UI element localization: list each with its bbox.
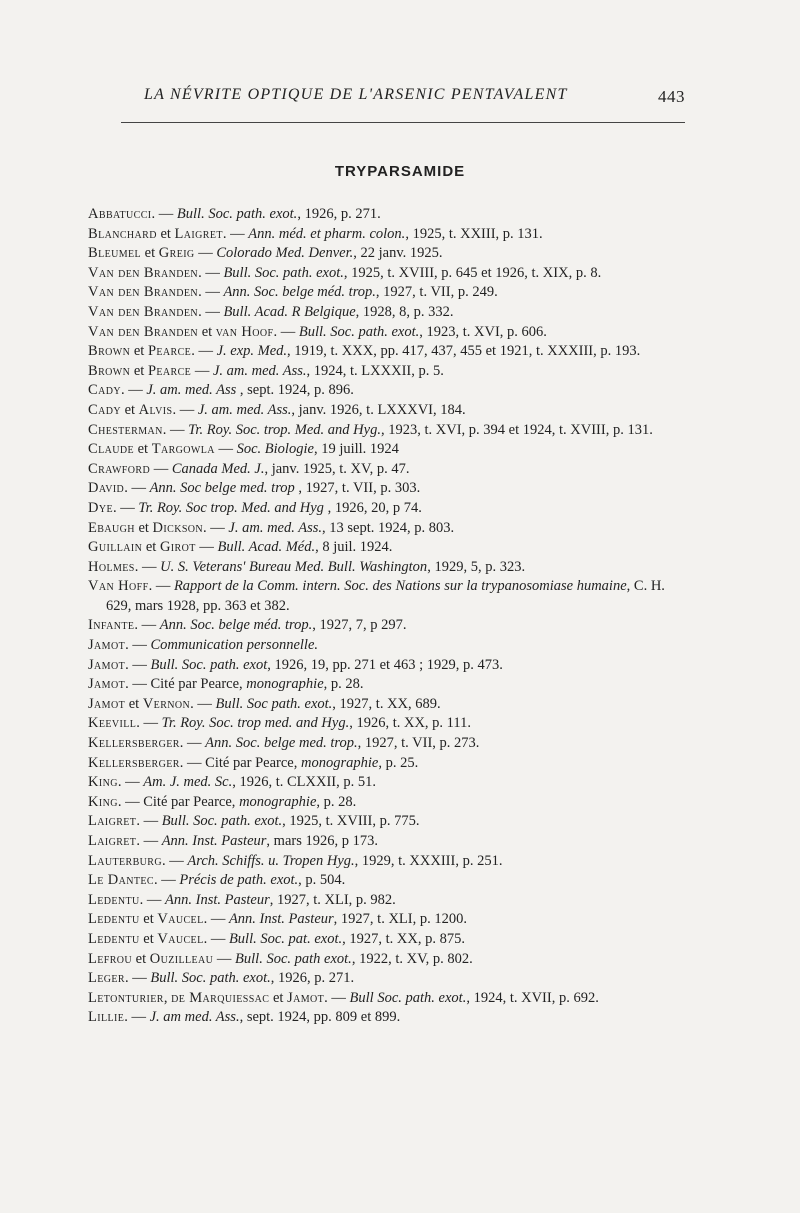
author-name: Jamot <box>88 637 126 654</box>
citation-detail: , 22 janv. 1925. <box>353 245 443 262</box>
journal-title: Bull. Soc. path. exot. <box>161 813 283 830</box>
journal-title: Soc. Biologie <box>236 441 314 458</box>
citation-detail: , 1927, t. XLI, p. 1200. <box>333 911 467 928</box>
reference-entry <box>88 323 688 343</box>
journal-title: J. am. med. Ass. <box>197 401 292 418</box>
citation-detail: . — <box>203 930 229 947</box>
citation-detail: . — <box>151 206 177 222</box>
reference-entry <box>88 538 688 558</box>
running-title: LA NÉVRITE OPTIQUE DE L'ARSENIC PENTAVALENT <box>144 86 568 103</box>
citation-detail: et <box>156 225 175 242</box>
author-name: Dye <box>88 499 114 516</box>
citation-detail: et <box>134 519 153 536</box>
author-name: King <box>88 793 118 810</box>
citation-detail: , 1926, 20, p 74. <box>323 499 422 516</box>
journal-title: Ann. Soc. belge méd. trop. <box>223 284 376 301</box>
reference-entry <box>88 616 688 636</box>
author-name: Greig <box>158 245 195 262</box>
journal-title: Colorado Med. Denver. <box>216 245 354 262</box>
reference-entry <box>88 989 688 1009</box>
author-name: Letonturier <box>88 989 164 1006</box>
author-name: Infante <box>88 617 135 634</box>
journal-title: Tr. Roy. Soc trop. Med. and Hyg <box>138 499 324 516</box>
citation-detail: . — <box>134 617 160 634</box>
journal-title: Bull. Acad. Méd. <box>217 539 316 556</box>
journal-title: Canada Med. J. <box>171 460 265 477</box>
citation-detail: . — <box>134 558 161 575</box>
citation-detail: . — <box>136 715 162 732</box>
journal-title: Ann. Soc. belge med. trop. <box>205 735 358 752</box>
author-name: David <box>88 480 125 497</box>
citation-detail: , p. 25. <box>378 754 419 771</box>
reference-entry <box>88 519 688 539</box>
journal-title: Arch. Schiffs. u. Tropen Hyg. <box>187 852 355 869</box>
author-name: Jamot <box>287 989 325 1006</box>
reference-entry <box>88 636 688 656</box>
author-name: Kellersberger <box>88 735 180 752</box>
citation-detail: . — Cité par Pearce, <box>179 754 301 771</box>
citation-detail: , 1924, t. LXXXII, p. 5. <box>306 362 444 379</box>
citation-detail: , C. H. 629, mars 1928, pp. 363 et 382. <box>106 578 665 614</box>
citation-detail: . — <box>124 480 150 497</box>
author-name: Laigret <box>174 225 223 242</box>
citation-detail: , 1927, t. XX, 689. <box>332 695 441 712</box>
journal-title: Bull. Soc. path exot. <box>235 950 352 967</box>
citation-detail: et <box>139 930 158 947</box>
citation-detail: , p. 28. <box>316 793 357 810</box>
citation-detail: . — <box>125 637 151 654</box>
reference-entry <box>88 675 688 695</box>
citation-detail: , 1927, t. VII, p. 273. <box>357 735 480 752</box>
citation-detail: , 19 juill. 1924 <box>313 441 399 458</box>
reference-entry <box>88 479 688 499</box>
author-name: Van den Branden <box>88 264 199 281</box>
citation-detail: . — <box>172 401 198 418</box>
author-name: Keevill <box>88 715 137 732</box>
reference-entry <box>88 695 688 715</box>
citation-detail: , 1923, t. XVI, p. 394 et 1924, t. XVIII, p. 131. <box>380 421 653 438</box>
author-name: Lillie <box>88 1009 125 1026</box>
author-name: Le Dantec <box>88 872 154 889</box>
author-name: Holmes <box>88 558 135 575</box>
reference-entry <box>88 225 688 245</box>
citation-detail: . — <box>139 891 166 908</box>
author-name: Ledentu <box>88 911 140 928</box>
author-name: Lefrou <box>88 950 133 967</box>
author-name: Cady <box>88 401 121 418</box>
reference-entry <box>88 871 688 891</box>
reference-entry <box>88 264 688 284</box>
citation-detail: , 1927, t. XX, p. 875. <box>342 930 465 947</box>
citation-detail: . — <box>203 911 229 928</box>
journal-title: Bull. Soc. path. exot. <box>298 323 420 340</box>
citation-detail: . — <box>117 774 144 791</box>
reference-entry <box>88 812 688 832</box>
author-name: Claude <box>88 441 134 458</box>
journal-title: Tr. Roy. Soc. trop med. and Hyg. <box>161 715 350 732</box>
journal-title: Bull. Soc path. exot. <box>215 695 333 712</box>
citation-detail: . — <box>113 499 139 516</box>
reference-entry <box>88 891 688 911</box>
author-name: Ledentu <box>88 930 140 947</box>
citation-detail: , mars 1926, p 173. <box>266 833 378 849</box>
author-name: Brown <box>88 343 131 360</box>
author-name: Van den Branden <box>88 303 199 320</box>
citation-detail: . — <box>324 989 350 1006</box>
author-name: Pearce <box>147 362 192 379</box>
citation-detail: et <box>141 245 159 262</box>
journal-title: Bull. Soc. path. exot. <box>223 264 344 281</box>
citation-detail: , 1923, t. XVI, p. 606. <box>419 323 547 340</box>
journal-title: Bull. Soc. path. exot. <box>150 970 271 987</box>
citation-detail: et <box>130 362 148 379</box>
citation-detail: . — <box>190 695 216 712</box>
reference-entry <box>88 558 688 578</box>
journal-title: J. am. med. Ass. <box>212 362 307 379</box>
citation-detail: . — <box>222 225 249 242</box>
citation-detail: , 1925, t. XXIII, p. 131. <box>405 225 543 242</box>
reference-entry <box>88 793 688 813</box>
citation-detail: , 1927, 7, p 297. <box>312 617 407 634</box>
citation-detail: . — <box>136 833 162 849</box>
journal-title: J. am. med. Ass. <box>228 519 322 536</box>
journal-title: Bull. Soc. path. exot. <box>176 206 298 222</box>
citation-detail: . — <box>179 735 206 752</box>
citation-detail: . — <box>124 1009 150 1026</box>
citation-detail: et <box>142 539 160 556</box>
author-name: Ebaugh <box>88 519 135 536</box>
reference-list <box>88 205 688 1028</box>
author-name: van Hoof <box>215 323 274 340</box>
author-name: Guillain <box>88 539 143 556</box>
reference-entry <box>88 421 688 441</box>
reference-entry <box>88 577 688 616</box>
author-name: Van Hoff <box>88 578 149 595</box>
journal-title: J. exp. Med. <box>216 343 288 360</box>
reference-entry <box>88 283 688 303</box>
citation-detail: , 1928, 8, p. 332. <box>355 303 454 320</box>
author-name: Ledentu <box>88 891 140 908</box>
reference-entry <box>88 734 688 754</box>
page-number: 443 <box>658 87 685 106</box>
author-name: Abbatucci <box>88 206 152 222</box>
reference-entry <box>88 499 688 519</box>
citation-detail: , p. 504. <box>298 872 346 889</box>
citation-detail: . — <box>120 382 147 399</box>
citation-detail: , 8 juil. 1924. <box>315 539 393 556</box>
citation-detail: , 1926, p. 271. <box>297 206 381 222</box>
author-name: Ouzilleau <box>149 950 214 967</box>
citation-detail: , 1926, t. CLXXII, p. 51. <box>232 774 377 791</box>
citation-detail: et <box>130 343 148 360</box>
author-name: Chesterman <box>88 421 163 438</box>
journal-title: Ann. Inst. Pasteur <box>165 891 270 908</box>
journal-title: Ann. Inst. Pasteur <box>161 833 267 849</box>
citation-detail: . — <box>198 303 224 320</box>
author-name: Lauterburg <box>88 852 162 869</box>
reference-entry <box>88 714 688 734</box>
citation-detail: , p. 28. <box>323 676 364 693</box>
journal-title: Bull. Acad. R Belgique <box>223 303 356 320</box>
author-name: Blanchard <box>88 225 157 242</box>
reference-entry <box>88 303 688 323</box>
journal-title: Bull Soc. path. exot. <box>349 989 467 1006</box>
citation-detail: . — <box>191 343 217 360</box>
author-name: Crawford <box>88 460 151 477</box>
journal-title: Rapport de la Comm. intern. Soc. des Nations sur la trypanosomiase humaine <box>173 578 627 595</box>
citation-detail: , 13 sept. 1924, p. 803. <box>322 519 455 536</box>
reference-entry <box>88 362 688 382</box>
citation-detail: . — <box>154 872 180 889</box>
citation-detail: , 1925, t. XVIII, p. 775. <box>282 813 420 830</box>
reference-entry <box>88 440 688 460</box>
journal-title: Ann. Soc. belge méd. trop. <box>159 617 313 634</box>
author-name: Brown <box>88 362 131 379</box>
reference-entry <box>88 754 688 774</box>
author-name: Jamot <box>88 676 126 693</box>
author-name: Vernon <box>142 695 191 712</box>
citation-detail: , janv. 1925, t. XV, p. 47. <box>264 460 410 477</box>
citation-detail: , 1926, p. 271. <box>270 970 355 987</box>
journal-title: Ann. méd. et pharm. colon. <box>248 225 406 242</box>
citation-detail: et <box>198 323 216 340</box>
author-name: Dickson <box>152 519 204 536</box>
author-name: Vaucel <box>157 911 204 928</box>
citation-detail: , 1919, t. XXX, pp. 417, 437, 455 et 1921, t. XXXIII, p. 193. <box>287 343 641 360</box>
citation-detail: . — <box>198 264 224 281</box>
journal-title: Bull. Soc. pat. exot. <box>228 930 343 947</box>
citation-detail: , 1927, t. VII, p. 249. <box>375 284 498 301</box>
citation-detail: . — <box>162 421 189 438</box>
citation-detail: — <box>213 950 236 967</box>
author-name: Girot <box>159 539 196 556</box>
journal-title: Am. J. med. Sc. <box>143 774 233 791</box>
citation-detail: . — <box>148 578 174 595</box>
reference-entry <box>88 969 688 989</box>
citation-detail: . — <box>273 323 299 340</box>
citation-detail: et <box>120 401 139 418</box>
citation-detail: . — Cité par Pearce, <box>117 793 240 810</box>
journal-title: U. S. Veterans' Bureau Med. Bull. Washington <box>160 558 428 575</box>
journal-title: monographie <box>239 793 317 810</box>
citation-detail: , 1925, t. XVIII, p. 645 et 1926, t. XIX, p. 8. <box>343 264 602 281</box>
citation-detail: , 1927, t. VII, p. 303. <box>294 480 421 497</box>
reference-entry <box>88 244 688 264</box>
journal-title: Bull. Soc. path. exot <box>150 656 268 673</box>
reference-entry <box>88 773 688 793</box>
author-name: Alvis <box>138 401 173 418</box>
citation-detail: , sept. 1924, pp. 809 et 899. <box>239 1009 401 1026</box>
citation-detail: — <box>194 245 217 262</box>
citation-detail: — <box>191 362 213 379</box>
citation-detail: , 1927, t. XLI, p. 982. <box>269 891 396 908</box>
running-header <box>121 86 685 123</box>
citation-detail: et <box>133 441 152 458</box>
citation-detail: . — <box>124 970 151 987</box>
journal-title: J. am med. Ass. <box>149 1009 240 1026</box>
reference-entry <box>88 910 688 930</box>
author-name: Vaucel <box>157 930 204 947</box>
reference-entry <box>88 930 688 950</box>
citation-detail: . — <box>161 852 188 869</box>
citation-detail: , 1924, t. XVII, p. 692. <box>466 989 599 1006</box>
journal-title: monographie <box>301 754 379 771</box>
journal-title: Tr. Roy. Soc. trop. Med. and Hyg. <box>188 421 381 438</box>
author-name: Leger <box>88 970 125 987</box>
citation-detail: . — <box>203 519 229 536</box>
journal-title: Précis de path. exot. <box>179 872 299 889</box>
reference-entry <box>88 205 688 225</box>
citation-detail: . — <box>198 284 224 301</box>
citation-detail: et <box>139 911 158 928</box>
citation-detail: , 1929, t. XXXIII, p. 251. <box>354 852 503 869</box>
citation-detail: , 1926, 19, pp. 271 et 463 ; 1929, p. 473. <box>267 656 503 673</box>
author-name: de Marquiessac <box>171 989 270 1006</box>
reference-entry <box>88 832 688 852</box>
journal-title: J. am. med. Ass <box>146 382 237 399</box>
citation-detail: et <box>132 950 150 967</box>
citation-detail: et <box>269 989 288 1006</box>
reference-entry <box>88 950 688 970</box>
citation-detail: — <box>195 539 218 556</box>
author-name: Jamot <box>88 656 126 673</box>
citation-detail: . — <box>136 813 162 830</box>
author-name: Bleumel <box>88 245 142 262</box>
author-name: Laigret <box>88 833 137 849</box>
citation-detail: — <box>214 441 237 458</box>
citation-detail: et <box>125 695 143 712</box>
author-name: Targowla <box>151 441 215 458</box>
citation-detail: , 1926, t. XX, p. 111. <box>349 715 471 732</box>
citation-detail: , 1929, 5, p. 323. <box>427 558 526 575</box>
section-title: TRYPARSAMIDE <box>334 163 466 180</box>
citation-detail: , sept. 1924, p. 896. <box>236 382 354 399</box>
citation-detail: , 1922, t. XV, p. 802. <box>351 950 473 967</box>
citation-detail: — <box>150 460 172 477</box>
author-name: Laigret <box>88 813 137 830</box>
citation-detail: , janv. 1926, t. LXXXVI, 184. <box>291 401 466 418</box>
reference-entry <box>88 460 688 480</box>
journal-title: Ann. Soc belge med. trop <box>149 480 295 497</box>
author-name: Pearce <box>147 343 192 360</box>
author-name: Cady <box>88 382 121 399</box>
journal-title: monographie <box>246 676 324 693</box>
journal-title: Ann. Inst. Pasteur <box>228 911 334 928</box>
author-name: King <box>88 774 118 791</box>
reference-entry <box>88 401 688 421</box>
reference-entry <box>88 656 688 676</box>
reference-entry <box>88 381 688 401</box>
citation-detail: . — <box>125 656 151 673</box>
citation-detail: , <box>163 989 172 1006</box>
author-name: Van den Branden <box>88 284 199 301</box>
reference-entry <box>88 342 688 362</box>
reference-entry <box>88 1008 688 1028</box>
author-name: Van den Branden <box>88 323 199 340</box>
author-name: Kellersberger <box>88 754 180 771</box>
reference-entry <box>88 852 688 872</box>
journal-title: Communication personnelle. <box>150 637 319 654</box>
author-name: Jamot <box>88 695 126 712</box>
citation-detail: . — Cité par Pearce, <box>125 676 247 693</box>
